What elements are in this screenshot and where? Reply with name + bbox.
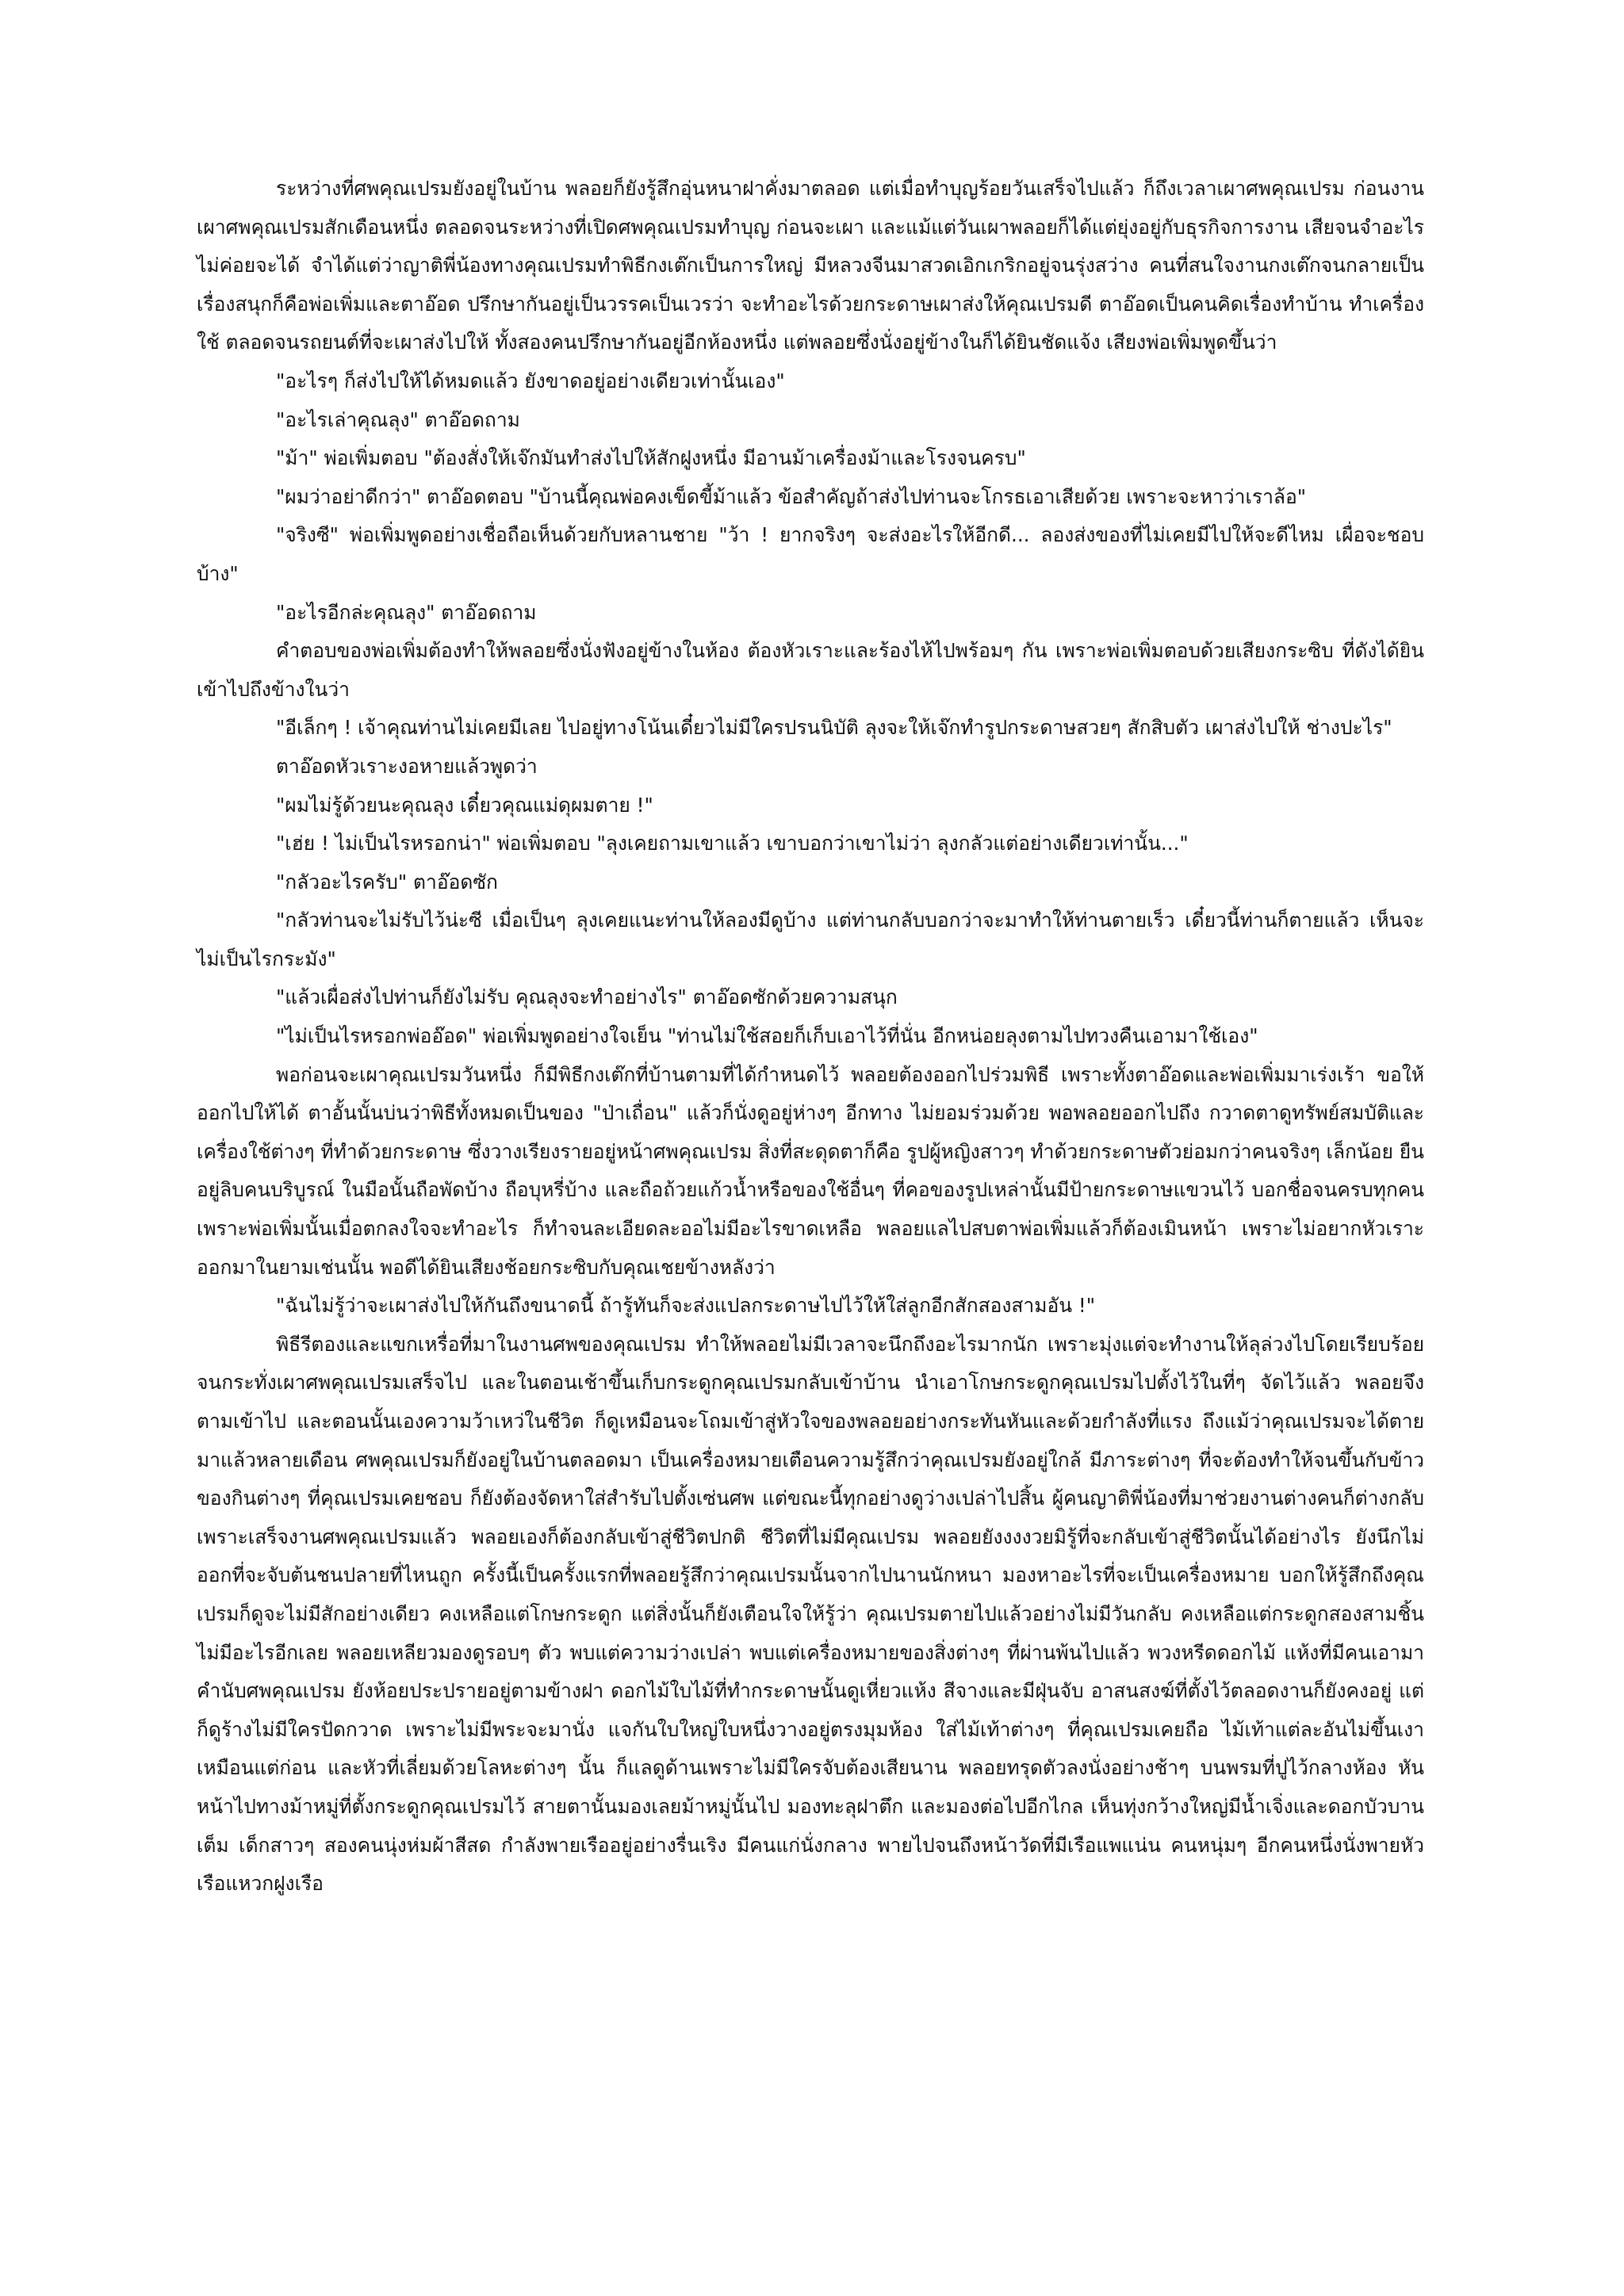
- paragraph: "จริงซี" พ่อเพิ่มพูดอย่างเชื่อถือเห็นด้วยกับหลานชาย "ว้า ! ยากจริงๆ จะส่งอะไรให้อีกดี... ลองส่งของที่ไม่เคยมีไปให้จะดีไหม เผื่อจะชอบบ้าง": [197, 523, 1424, 585]
- paragraph: "แล้วเผื่อส่งไปท่านก็ยังไม่รับ คุณลุงจะทำอย่างไร" ตาอ๊อดซักด้วยความสนุก: [276, 985, 898, 1009]
- paragraph: "ฉันไม่รู้ว่าจะเผาส่งไปให้กันถึงขนาดนี้ ถ้ารู้ทันก็จะส่งแปลกระดาษไปไว้ให้ใส่ลูกอีกสักสองสามอัน !": [276, 1294, 1096, 1318]
- paragraph: "ผมไม่รู้ด้วยนะคุณลุง เดี๋ยวคุณแม่ดุผมตาย !": [276, 793, 653, 817]
- paragraph: พอก่อนจะเผาคุณเปรมวันหนึ่ง ก็มีพิธีกงเต๊กที่บ้านตามที่ได้กำหนดไว้ พลอยต้องออกไปร่วมพิธี เพราะทั้งตาอ๊อดและพ่อเพิ่มมาเร่งเร้า ขอให้ออกไปให้ได้ ตาอั้นนั้นบ่นว่าพิธีทั้งหมดเป็นของ "ป่าเถื่อน" แล้วก็นั่งดูอยู่ห่างๆ อีกทาง ไม่ยอมร่วมด้วย พอพลอยออกไปถึง กวาดตาดูทรัพย์สมบัติและเครื่องใช้ต่างๆ ที่ทำด้วยกระดาษ ซึ่งวางเรียงรายอยู่หน้าศพคุณเปรม สิ่งที่สะดุดตาก็คือ รูปผู้หญิงสาวๆ ทำด้วยกระดาษตัวย่อมกว่าคนจริงๆ เล็กน้อย ยืนอยู่ลิบคนบริบูรณ์ ในมือนั้นถือพัดบ้าง ถือบุหรี่บ้าง และถือถ้วยแก้วน้ำหรือของใช้อื่นๆ ที่คอของรูปเหล่านั้นมีป้ายกระดาษแขวนไว้ บอกชื่อจนครบทุกคน เพราะพ่อเพิ่มนั้นเมื่อตกลงใจจะทำอะไร ก็ทำจนละเอียดละออไม่มีอะไรขาดเหลือ พลอยแลไปสบตาพ่อเพิ่มแล้วก็ต้องเมินหน้า เพราะไม่อยากหัวเราะออกมาในยามเช่นนั้น พอดีได้ยินเสียงช้อยกระซิบกับคุณเชยข้างหลังว่า: [197, 1062, 1424, 1279]
- paragraph: "อะไรอีกล่ะคุณลุง" ตาอ๊อดถาม: [276, 600, 537, 624]
- paragraph: "อีเล็กๆ ! เจ้าคุณท่านไม่เคยมีเลย ไปอยู่ทางโน้นเดี๋ยวไม่มีใครปรนนิบัติ ลุงจะให้เจ๊กทำรูปกระดาษสวยๆ สักสิบตัว เผาส่งไปให้ ช่างปะไร": [276, 716, 1392, 740]
- paragraph: "ผมว่าอย่าดีกว่า" ตาอ๊อดตอบ "บ้านนี้คุณพ่อคงเข็ดขี้ม้าแล้ว ข้อสำคัญถ้าส่งไปท่านจะโกรธเอาเสียด้วย เพราะจะหาว่าเราล้อ": [276, 484, 1307, 508]
- paragraph: "อะไรเล่าคุณลุง" ตาอ๊อดถาม: [276, 408, 520, 431]
- body-text: [197, 170, 1424, 1904]
- paragraph: "อะไรๆ ก็ส่งไปให้ได้หมดแล้ว ยังขาดอยู่อย่างเดียวเท่านั้นเอง": [276, 369, 785, 392]
- paragraph: คำตอบของพ่อเพิ่มต้องทำให้พลอยซึ่งนั่งฟังอยู่ข้างในห้อง ต้องหัวเราะและร้องไห้ไปพร้อมๆ กัน เพราะพ่อเพิ่มตอบด้วยเสียงกระซิบ ที่ดังได้ยินเข้าไปถึงข้างในว่า: [197, 639, 1424, 701]
- paragraph: "เฮ่ย ! ไม่เป็นไรหรอกน่า" พ่อเพิ่มตอบ "ลุงเคยถามเขาแล้ว เขาบอกว่าเขาไม่ว่า ลุงกลัวแต่อย่างเดียวเท่านั้น...": [276, 832, 1189, 855]
- paragraph: ระหว่างที่ศพคุณเปรมยังอยู่ในบ้าน พลอยก็ยังรู้สึกอุ่นหนาฝาคั่งมาตลอด แต่เมื่อทำบุญร้อยวันเสร็จไปแล้ว ก็ถึงเวลาเผาศพคุณเปรม ก่อนงานเผาศพคุณเปรมสักเดือนหนึ่ง ตลอดจนระหว่างที่เปิดศพคุณเปรมทำบุญ ก่อนจะเผา และแม้แต่วันเผาพลอยก็ได้แต่ยุ่งอยู่กับธุรกิจการงาน เสียจนจำอะไรไม่ค่อยจะได้ จำได้แต่ว่าญาติพี่น้องทางคุณเปรมทำพิธีกงเต๊กเป็นการใหญ่ มีหลวงจีนมาสวดเอิกเกริกอยู่จนรุ่งสว่าง คนที่สนใจงานกงเต๊กจนกลายเป็นเรื่องสนุกก็คือพ่อเพิ่มและตาอ๊อด ปรึกษากันอยู่เป็นวรรคเป็นเวรว่า จะทำอะไรด้วยกระดาษเผาส่งให้คุณเปรมดี ตาอ๊อดเป็นคนคิดเรื่องทำบ้าน ทำเครื่องใช้ ตลอดจนรถยนต์ที่จะเผาส่งไปให้ ทั้งสองคนปรึกษากันอยู่อีกห้องหนึ่ง แต่พลอยซึ่งนั่งอยู่ข้างในก็ได้ยินชัดแจ้ง เสียงพ่อเพิ่มพูดขึ้นว่า: [197, 177, 1424, 354]
- paragraph: ตาอ๊อดหัวเราะงอหายแล้วพูดว่า: [276, 754, 538, 778]
- paragraph: "กลัวท่านจะไม่รับไว้น่ะซี เมื่อเป็นๆ ลุงเคยแนะท่านให้ลองมีดูบ้าง แต่ท่านกลับบอกว่าจะมาทำให้ท่านตายเร็ว เดี๋ยวนี้ท่านก็ตายแล้ว เห็นจะไม่เป็นไรกระมัง": [197, 909, 1424, 970]
- paragraph: "ม้า" พ่อเพิ่มตอบ "ต้องสั่งให้เจ๊กมันทำส่งไปให้สักฝูงหนึ่ง มีอานม้าเครื่องม้าและโรงจนครบ": [276, 446, 1026, 470]
- paragraph: "กลัวอะไรครับ" ตาอ๊อดซัก: [276, 870, 498, 894]
- paragraph: "ไม่เป็นไรหรอกพ่ออ๊อด" พ่อเพิ่มพูดอย่างใจเย็น "ท่านไม่ใช้สอยก็เก็บเอาไว้ที่นั่น อีกหน่อยลุงตามไปทวงคืนเอามาใช้เอง": [276, 1024, 1258, 1048]
- paragraph: พิธีรีตองและแขกเหรื่อที่มาในงานศพของคุณเปรม ทำให้พลอยไม่มีเวลาจะนึกถึงอะไรมากนัก เพราะมุ่งแต่จะทำงานให้ลุล่วงไปโดยเรียบร้อย จนกระทั่งเผาศพคุณเปรมเสร็จไป และในตอนเช้าขึ้นเก็บกระดูกคุณเปรมกลับเข้าบ้าน นำเอาโกษกระดูกคุณเปรมไปตั้งไว้ในที่ๆ จัดไว้แล้ว พลอยจึงตามเข้าไป และตอนนั้นเองความว้าเหว่ในชีวิต ก็ดูเหมือนจะโถมเข้าสู่หัวใจของพลอยอย่างกระทันหันและด้วยกำลังที่แรง ถึงแม้ว่าคุณเปรมจะได้ตายมาแล้วหลายเดือน ศพคุณเปรมก็ยังอยู่ในบ้านตลอดมา เป็นเครื่องหมายเตือนความรู้สึกว่าคุณเปรมยังอยู่ใกล้ มีภาระต่างๆ ที่จะต้องทำให้จนขึ้นกับข้าวของกินต่างๆ ที่คุณเปรมเคยชอบ ก็ยังต้องจัดหาใส่สำรับไปตั้งเซ่นศพ แต่ขณะนี้ทุกอย่างดูว่างเปล่าไปสิ้น ผู้คนญาติพี่น้องที่มาช่วยงานต่างคนก็ต่างกลับ เพราะเสร็จงานศพคุณเปรมแล้ว พลอยเองก็ต้องกลับเข้าสู่ชีวิตปกติ ชีวิตที่ไม่มีคุณเปรม พลอยยังงงงวยมิรู้ที่จะกลับเข้าสู่ชีวิตนั้นได้อย่างไร ยังนึกไม่ออกที่จะจับต้นชนปลายที่ไหนถูก ครั้งนี้เป็นครั้งแรกที่พลอยรู้สึกว่าคุณเปรมนั้นจากไปนานนักหนา มองหาอะไรที่จะเป็นเครื่องหมาย บอกให้รู้สึกถึงคุณเปรมก็ดูจะไม่มีสักอย่างเดียว คงเหลือแต่โกษกระดูก แต่สิ่งนั้นก็ยังเตือนใจให้รู้ว่า คุณเปรมตายไปแล้วอย่างไม่มีวันกลับ คงเหลือแต่กระดูกสองสามชิ้นไม่มีอะไรอีกเลย พลอยเหลียวมองดูรอบๆ ตัว พบแต่ความว่างเปล่า พบแต่เครื่องหมายของสิ่งต่างๆ ที่ผ่านพ้นไปแล้ว พวงหรีดดอกไม้ แห้งที่มีคนเอามาคำนับศพคุณเปรม ยังห้อยประปรายอยู่ตามข้างฝา ดอกไม้ใบไม้ที่ทำกระดาษนั้นดูเหี่ยวแห้ง สีจางและมีฝุ่นจับ อาสนสงฆ์ที่ตั้งไว้ตลอดงานก็ยังคงอยู่ แต่ก็ดูร้างไม่มีใครปัดกวาด เพราะไม่มีพระจะมานั่ง แจกันใบใหญ่ใบหนึ่งวางอยู่ตรงมุมห้อง ใส่ไม้เท้าต่างๆ ที่คุณเปรมเคยถือ ไม้เท้าแต่ละอันไม่ขึ้นเงาเหมือนแต่ก่อน และหัวที่เลี่ยมด้วยโลหะต่างๆ นั้น ก็แลดูด้านเพราะไม่มีใครจับต้องเสียนาน พลอยทรุดตัวลงนั่งอย่างช้าๆ บนพรมที่ปูไว้กลางห้อง หันหน้าไปทางม้าหมู่ที่ตั้งกระดูกคุณเปรมไว้ สายตานั้นมองเลยม้าหมู่นั้นไป มองทะลุฝาตึก และมองต่อไปอีกไกล เห็นทุ่งกว้างใหญ่มีน้ำเจิ่งและดอกบัวบานเต็ม เด็กสาวๆ สองคนนุ่งห่มผ้าสีสด กำลังพายเรืออยู่อย่างรื่นเริง มีคนแก่นั่งกลาง พายไปจนถึงหน้าวัดที่มีเรือแพแน่น คนหนุ่มๆ อีกคนหนึ่งนั่งพายหัวเรือแหวกฝูงเรือ: [197, 1332, 1424, 1896]
